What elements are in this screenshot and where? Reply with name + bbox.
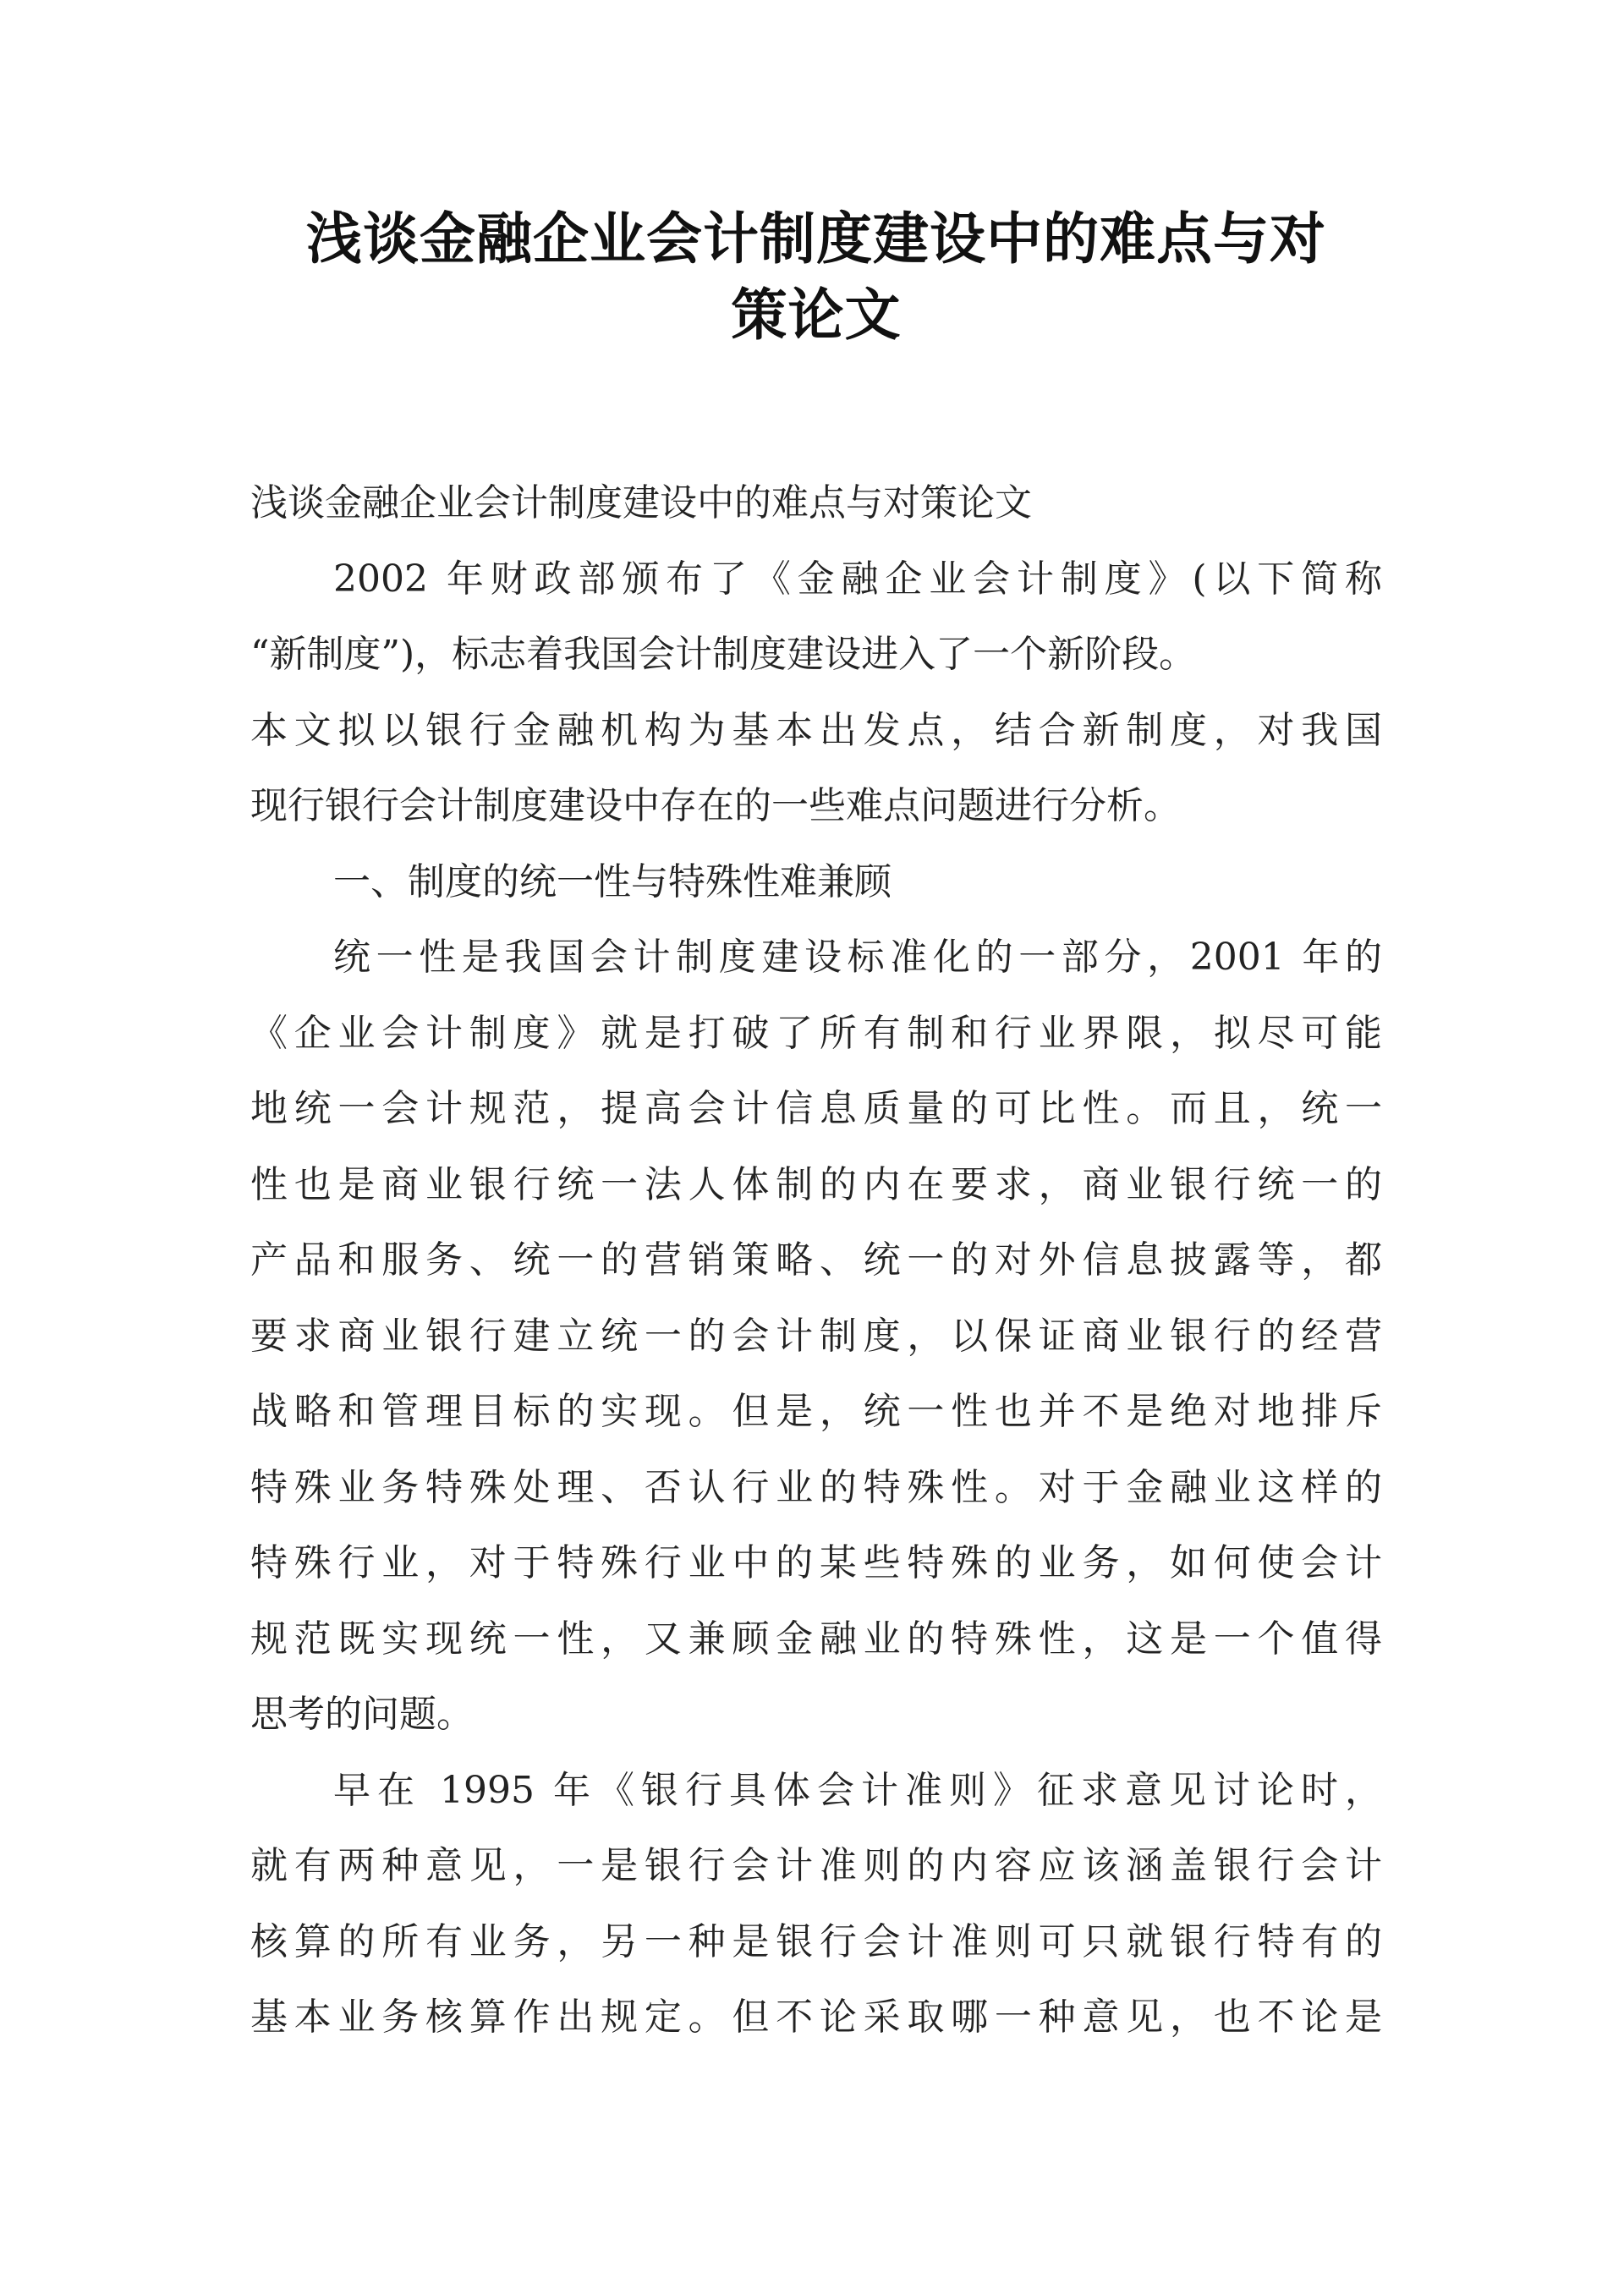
paragraph-line: 早在 1995 年《银行具体会计准则》征求意见讨论时， [333, 1768, 1382, 1812]
paragraph-line: 特殊行业，对于特殊行业中的某些特殊的业务，如何使会计 [250, 1541, 1382, 1584]
document-body [250, 465, 1382, 2056]
paragraph-line: “新制度”)，标志着我国会计制度建设进入了一个新阶段。 [250, 633, 1197, 676]
paragraph-line: 要求商业银行建立统一的会计制度，以保证商业银行的经营 [250, 1314, 1382, 1358]
paragraph-line: 地统一会计规范，提高会计信息质量的可比性。而且，统一 [250, 1087, 1382, 1130]
paragraph-line: 本文拟以银行金融机构为基本出发点，结合新制度，对我国 [250, 708, 1382, 752]
paragraph-line: 产品和服务、统一的营销策略、统一的对外信息披露等，都 [250, 1238, 1382, 1282]
paragraph-line: 就有两种意见，一是银行会计准则的内容应该涵盖银行会计 [250, 1844, 1382, 1887]
paragraph-line: 特殊业务特殊处理、否认行业的特殊性。对于金融业这样的 [250, 1465, 1382, 1509]
paragraph-line: 2002 年财政部颁布了《金融企业会计制度》(以下简称 [333, 557, 1382, 601]
paragraph-line: 现行银行会计制度建设中存在的一些难点问题进行分析。 [250, 784, 1181, 827]
subtitle-line: 浅谈金融企业会计制度建设中的难点与对策论文 [250, 481, 1032, 524]
paragraph-line: 核算的所有业务，另一种是银行会计准则可只就银行特有的 [250, 1919, 1382, 1963]
paragraph-line: 基本业务核算作出规定。但不论采取哪一种意见，也不论是 [250, 1996, 1382, 2039]
title-line-1: 浅谈金融企业会计制度建设中的难点与对 [306, 206, 1326, 272]
paragraph-line: 思考的问题。 [250, 1693, 474, 1736]
paragraph-line: 战略和管理目标的实现。但是，统一性也并不是绝对地排斥 [250, 1390, 1382, 1433]
paragraph-line: 《企业会计制度》就是打破了所有制和行业界限，拟尽可能 [250, 1011, 1382, 1055]
section-heading: 一、制度的统一性与特殊性难兼顾 [333, 859, 892, 903]
paragraph-line: 统一性是我国会计制度建设标准化的一部分，2001 年的 [333, 936, 1382, 979]
paragraph-line: 性也是商业银行统一法人体制的内在要求，商业银行统一的 [250, 1162, 1382, 1206]
title-line-2: 策论文 [731, 283, 902, 348]
document-title [254, 201, 1379, 354]
paragraph-line: 规范既实现统一性，又兼顾金融业的特殊性，这是一个值得 [250, 1617, 1382, 1661]
